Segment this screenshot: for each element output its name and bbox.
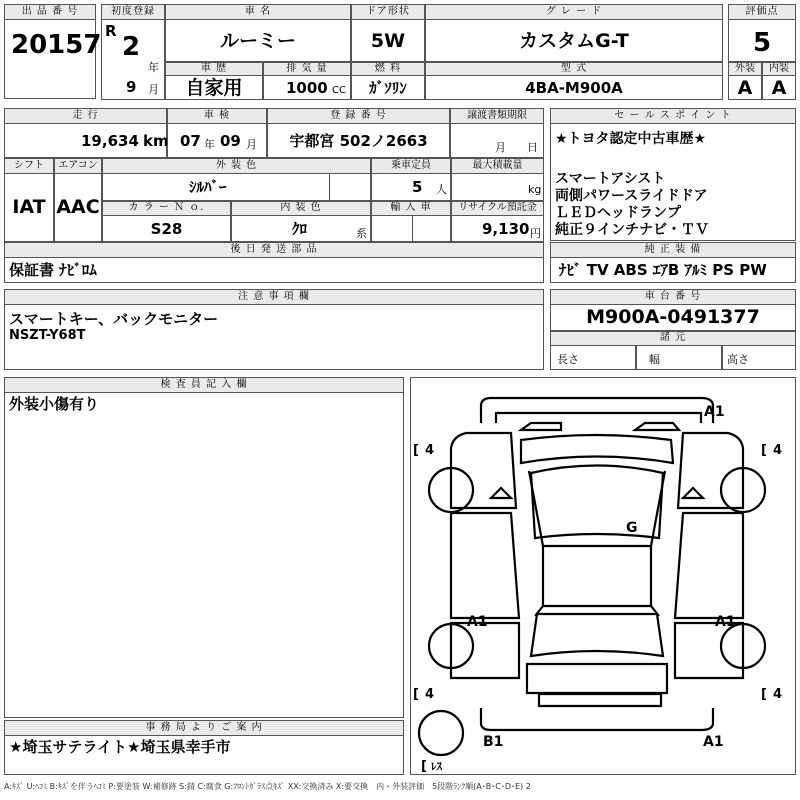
notes-cell bbox=[4, 304, 544, 370]
first-registration-cell bbox=[101, 19, 165, 100]
model-code-header: 型 式 bbox=[425, 62, 723, 76]
lot-number: 20157 bbox=[11, 30, 102, 60]
divider bbox=[412, 216, 413, 241]
chassis-no-header: 車 台 番 号 bbox=[550, 289, 796, 305]
history-cell bbox=[165, 75, 263, 100]
inspector-note: 外装小傷有り bbox=[9, 395, 100, 413]
color-no: S28 bbox=[150, 220, 183, 238]
tire-front-left: 4 bbox=[425, 443, 435, 458]
tire-rear-left: 4 bbox=[425, 687, 435, 702]
specs-header: 諸 元 bbox=[550, 331, 796, 346]
model-code-cell bbox=[425, 75, 723, 100]
sales-point-line: 純正９インチナビ・ＴＶ bbox=[555, 222, 709, 238]
fuel: ｶﾞｿﾘﾝ bbox=[369, 79, 407, 97]
inspection-header: 車 検 bbox=[167, 108, 267, 124]
fuel-cell bbox=[351, 75, 425, 100]
later-parts-cell bbox=[4, 257, 544, 283]
history: 自家用 bbox=[185, 77, 243, 99]
office-note: ★埼玉サテライト★埼玉県幸手市 bbox=[9, 738, 231, 756]
spec-height-cell bbox=[722, 345, 796, 370]
diagram-mark-right-mid: A1 bbox=[715, 614, 736, 630]
grade: カスタムG-T bbox=[519, 30, 629, 52]
diagram-mark-rear-right: A1 bbox=[703, 734, 724, 750]
chassis-no-cell bbox=[550, 304, 796, 331]
transfer-month-unit: 月 bbox=[495, 141, 506, 154]
displacement-cell bbox=[263, 75, 351, 100]
registration-cell bbox=[267, 123, 450, 158]
tire-rear-right: 4 bbox=[773, 687, 783, 702]
transfer-deadline-header: 譲渡書類期限 bbox=[450, 108, 544, 124]
tire-spare: ﾚｽ bbox=[431, 760, 442, 773]
interior-color-header: 内 装 色 bbox=[231, 201, 371, 216]
diagram-mark-rear-left: B1 bbox=[483, 734, 504, 750]
model-code: 4BA-M900A bbox=[525, 79, 623, 97]
sales-point-line: スマートアシスト bbox=[555, 171, 666, 187]
notes-line: NSZT-Y68T bbox=[9, 328, 86, 343]
mileage-header: 走 行 bbox=[4, 108, 167, 124]
exterior-grade-cell bbox=[728, 75, 762, 100]
diagram-mark-glass: G bbox=[626, 520, 638, 536]
score: 5 bbox=[752, 28, 772, 58]
interior-color: ｸﾛ bbox=[292, 220, 308, 238]
transfer-deadline-cell bbox=[450, 123, 544, 158]
displacement: 1000 bbox=[286, 79, 328, 97]
shift-header: シフト bbox=[4, 158, 54, 174]
era: R bbox=[105, 22, 117, 40]
registration-number: 宇都宮 502ノ2663 bbox=[289, 132, 428, 150]
month-unit: 月 bbox=[148, 83, 159, 96]
bracket-left: [ bbox=[413, 687, 419, 702]
transfer-day-unit: 日 bbox=[527, 141, 538, 154]
displacement-unit: CC bbox=[332, 85, 346, 96]
exterior-grade: A bbox=[737, 77, 753, 99]
sales-point-line: 両側パワースライドドア bbox=[555, 188, 708, 204]
later-parts: 保証書 ﾅﾋﾞﾛﾑ bbox=[9, 261, 97, 279]
interior-grade-header: 内装 bbox=[762, 62, 796, 76]
sales-point-line: ＬＥＤヘッドランプ bbox=[555, 205, 681, 221]
first-reg-month: 9 bbox=[126, 78, 137, 96]
divider bbox=[329, 174, 330, 200]
grade-header: グ レ ー ド bbox=[425, 4, 723, 20]
fuel-header: 燃 料 bbox=[351, 62, 425, 76]
chassis-no: M900A-0491377 bbox=[586, 306, 760, 328]
diagram-mark-front-right: A1 bbox=[704, 404, 725, 420]
recycle-unit: 円 bbox=[530, 227, 541, 240]
first-registration-header: 初度登録 bbox=[101, 4, 165, 20]
notes-header: 注 意 事 項 欄 bbox=[4, 289, 544, 305]
spec-width: 幅 bbox=[649, 353, 660, 366]
lot-number-header: 出 品 番 号 bbox=[4, 4, 96, 20]
standard-equip-cell bbox=[550, 257, 796, 283]
inspector-cell bbox=[4, 392, 404, 718]
inspection-month: 09 bbox=[220, 132, 241, 150]
aircon-header: エアコン bbox=[54, 158, 102, 174]
year-unit: 年 bbox=[148, 61, 159, 74]
interior-grade-cell bbox=[762, 75, 796, 100]
legend: A:ｷｽﾞ U:ﾍｺﾐ B:ｷｽﾞを伴うﾍｺﾐ P:要塗装 W:補修跡 S:錆 C:腐食 G:ﾌﾛﾝﾄｶﾞﾗｽ点ｷｽﾞ XX:交換済み X:要交換 内・外装評価 5段階ﾗﾝｸ順(A･B･C･D･E) 2 bbox=[4, 782, 531, 791]
recycle-header: リサイクル預託金 bbox=[451, 201, 544, 216]
exterior-color: ｼﾙﾊﾞｰ bbox=[189, 178, 227, 196]
bracket-left: [ bbox=[761, 443, 767, 458]
recycle-cell bbox=[451, 215, 544, 242]
max-load-cell bbox=[451, 173, 544, 201]
spec-height: 高さ bbox=[727, 353, 749, 366]
score-header: 評価点 bbox=[728, 4, 796, 20]
inspection-year-unit: 年 bbox=[204, 138, 215, 151]
spec-length: 長さ bbox=[557, 353, 579, 366]
aircon-cell bbox=[54, 173, 102, 242]
door-type-cell bbox=[351, 19, 425, 62]
inspection-cell bbox=[167, 123, 267, 158]
history-header: 車 歴 bbox=[165, 62, 263, 76]
capacity: 5 bbox=[412, 178, 423, 196]
door-type: 5W bbox=[370, 30, 406, 52]
import-cell bbox=[371, 215, 451, 242]
exterior-grade-header: 外装 bbox=[728, 62, 762, 76]
lot-number-cell bbox=[4, 19, 102, 99]
standard-equip-header: 純 正 装 備 bbox=[550, 242, 796, 258]
displacement-header: 排 気 量 bbox=[263, 62, 351, 76]
office-header: 事 務 局 よ り ご 案 内 bbox=[4, 720, 404, 736]
capacity-cell bbox=[371, 173, 451, 201]
exterior-color-cell bbox=[102, 173, 371, 201]
capacity-header: 乗車定員 bbox=[371, 158, 451, 174]
color-no-header: カ ラ ー Ｎ ｏ. bbox=[102, 201, 231, 216]
diagram-mark-left-mid: A1 bbox=[467, 614, 488, 630]
import-header: 輸 入 車 bbox=[371, 201, 451, 216]
registration-header: 登 録 番 号 bbox=[267, 108, 450, 124]
sales-point-cell bbox=[550, 123, 796, 241]
mileage: 19,634 bbox=[81, 132, 139, 150]
tire-front-right: 4 bbox=[773, 443, 783, 458]
bracket-left: [ bbox=[413, 443, 419, 458]
bracket-left: [ bbox=[761, 687, 767, 702]
color-no-cell bbox=[102, 215, 231, 242]
interior-color-unit: 系 bbox=[356, 227, 367, 240]
shift: IAT bbox=[12, 196, 46, 218]
exterior-color-header: 外 装 色 bbox=[102, 158, 371, 174]
score-cell bbox=[728, 19, 796, 62]
later-parts-header: 後 日 発 送 部 品 bbox=[4, 242, 544, 258]
standard-equipment: ﾅﾋﾞ TV ABS ｴｱB ｱﾙﾐ PS PW bbox=[559, 261, 767, 279]
door-type-header: ドア形状 bbox=[351, 4, 425, 20]
notes-line: スマートキー、バックモニター bbox=[9, 310, 219, 328]
aircon: AAC bbox=[56, 196, 100, 218]
mileage-unit: km bbox=[143, 132, 169, 150]
interior-grade: A bbox=[771, 77, 787, 99]
shift-cell bbox=[4, 173, 54, 242]
inspection-month-unit: 月 bbox=[246, 138, 257, 151]
first-reg-year: 2 bbox=[122, 32, 141, 62]
spec-length-cell bbox=[550, 345, 636, 370]
car-diagram-panel bbox=[410, 377, 796, 775]
recycle-amount: 9,130 bbox=[482, 220, 530, 238]
max-load-unit: kg bbox=[528, 183, 542, 196]
mileage-cell bbox=[4, 123, 167, 158]
car-diagram bbox=[411, 378, 795, 774]
sales-point-header: セ ー ル ス ポ イ ン ト bbox=[550, 108, 796, 124]
office-cell bbox=[4, 735, 404, 775]
max-load-header: 最大積載量 bbox=[451, 158, 544, 174]
spec-width-cell bbox=[636, 345, 722, 370]
car-name-header: 車 名 bbox=[165, 4, 351, 20]
inspection-year: 07 bbox=[180, 132, 201, 150]
car-name-cell bbox=[165, 19, 351, 62]
bracket-left: [ bbox=[421, 759, 427, 774]
grade-cell bbox=[425, 19, 723, 62]
inspector-header: 検 査 員 記 入 欄 bbox=[4, 377, 404, 393]
interior-color-cell bbox=[231, 215, 371, 242]
capacity-unit: 人 bbox=[436, 183, 447, 196]
car-name: ルーミー bbox=[219, 30, 296, 52]
sales-point-line: ★トヨタ認定中古車歴★ bbox=[555, 131, 707, 147]
